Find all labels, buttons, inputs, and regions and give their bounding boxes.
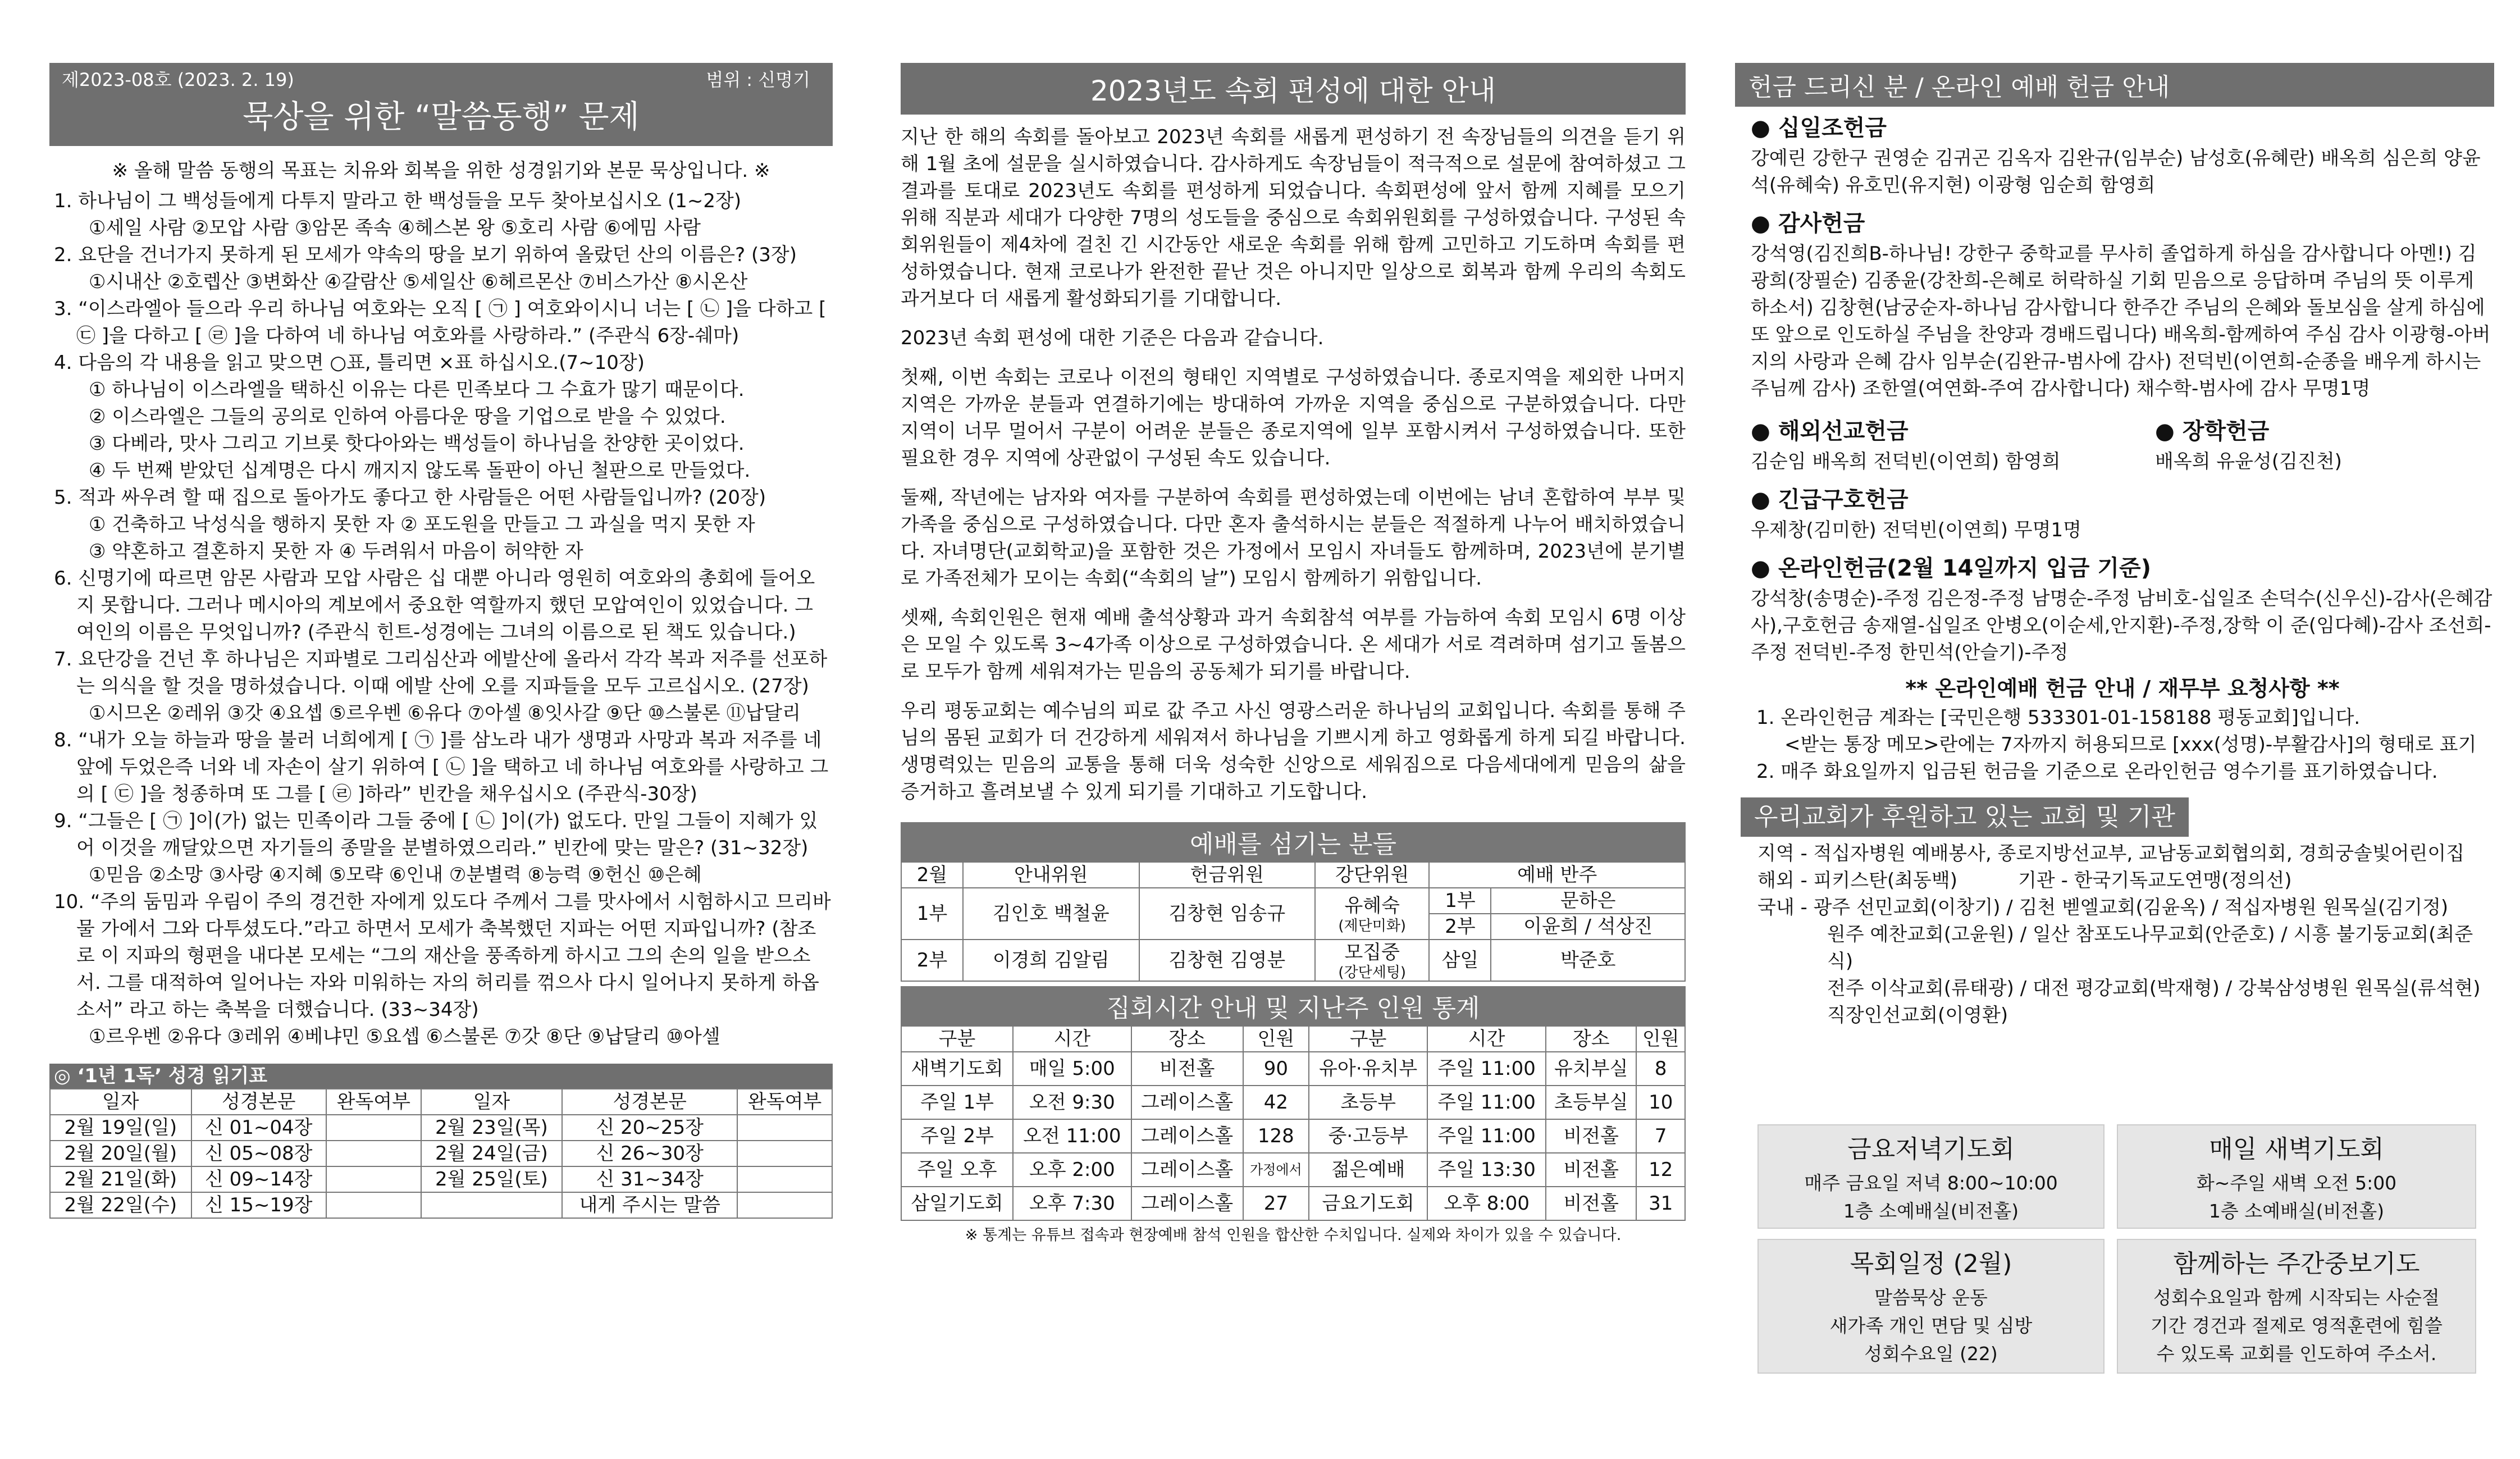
reading-row <box>50 1141 832 1166</box>
reading-cell: 2월 21일(화) <box>50 1166 191 1192</box>
relief-names: 우제창(김미한) 전덕빈(이연희) 무명1명 <box>1751 519 2081 541</box>
servers-header: 강단위원 <box>1315 862 1429 888</box>
support-line: 지역 - 적십자병원 예배봉사, 종로지방선교부, 교남동교회협의회, 경희궁솔빛어린이집 <box>1757 842 2465 865</box>
reading-row <box>50 1166 832 1192</box>
servers-header: 2월 <box>901 862 963 888</box>
reading-table <box>49 1088 833 1219</box>
offering-title: 헌금 드리신 분 / 온라인 예배 헌금 안내 <box>1735 63 2494 107</box>
stats-header: 시간 <box>1013 1026 1131 1052</box>
question-line: ①세일 사람 ②모압 사람 ③암몬 족속 ④헤스본 왕 ⑤호리 사람 ⑥에밈 사람 <box>89 217 701 239</box>
reading-cell: 2월 20일(월) <box>50 1141 191 1166</box>
online-names: 강석창(송명순)-주정 김은정-주정 남명순-주정 남비호-십일조 손덕수(신우신)-감사(은혜감사),구호헌금 송재열-십일조 안병오(이순세,안지환)-주정,장학 이 준(임다혜)-감사 조선희-주정 전덕빈-주정 한민석(안슬기)-주정 <box>1751 587 2492 664</box>
question-list <box>49 188 833 1050</box>
reading-cell: 내게 주시는 말씀 <box>562 1192 737 1218</box>
reading-cell: 신 20~25장 <box>562 1115 737 1141</box>
reading-header: 성경본문 <box>562 1089 737 1115</box>
altar-1-sub: (제단미화) <box>1338 918 1407 934</box>
question-line: 6. 신명기에 따르면 암몬 사람과 모압 사람은 십 대뿐 아니라 영원히 여호와의 총회에 들어오지 못합니다. 그러나 메시아의 계보에서 중요한 역할까지 했던 모압여인이 있었습니다. 그 여인의 이름은 무엇입니까? (주관식 힌트-성경에는 그녀의 이름으로 된 책도 있습니다.) <box>54 567 815 644</box>
left-column <box>49 63 833 1439</box>
reading-cell: 2월 25일(토) <box>421 1166 563 1192</box>
reading-cell: 2월 19일(일) <box>50 1115 191 1141</box>
stats-cell: 매일 5:00 <box>1013 1052 1131 1086</box>
support-line: 전주 이삭교회(류태광) / 대전 평강교회(박재형) / 강북삼성병원 원목실(류석현) <box>1827 977 2481 1000</box>
box-line: 새가족 개인 면담 및 심방 <box>1829 1315 2033 1337</box>
stats-cell: 비전홀 <box>1546 1153 1636 1187</box>
reading-cell <box>737 1166 832 1192</box>
offering-1: 김창현 임송규 <box>1139 888 1316 940</box>
box-title: 매일 새벽기도회 <box>2209 1135 2384 1164</box>
tithe-names: 강예린 강한구 권영순 김귀곤 김옥자 김완규(임부순) 남성호(유혜란) 배옥희 심은희 양윤석(유혜숙) 유호민(유지현) 이광형 임순희 함영희 <box>1751 147 2481 197</box>
guide-2: 이경희 김알림 <box>963 940 1139 981</box>
stats-cell: 오후 2:00 <box>1013 1153 1131 1187</box>
stats-table <box>901 1025 1686 1221</box>
stats-cell: 128 <box>1243 1119 1309 1153</box>
reading-header: 일자 <box>421 1089 563 1115</box>
stats-cell: 42 <box>1243 1086 1309 1119</box>
support-line: 직장인선교회(이영환) <box>1827 1004 2008 1027</box>
reading-header: 일자 <box>50 1089 191 1115</box>
box-title: 함께하는 주간중보기도 <box>2173 1250 2420 1278</box>
stats-cell: 비전홀 <box>1131 1052 1243 1086</box>
support-line: 국내 - 광주 선민교회(이창기) / 김천 벧엘교회(김윤옥) / 적십자병원 원목실(김기정) <box>1757 896 2449 919</box>
stats-cell: 가정에서 <box>1243 1153 1309 1187</box>
servers-header: 안내위원 <box>963 862 1139 888</box>
question-line: ② 이스라엘은 그들의 공의로 인하여 아름다운 땅을 기업으로 받을 수 있었다. <box>89 405 726 428</box>
stats-cell: 비전홀 <box>1546 1119 1636 1153</box>
stats-header: 구분 <box>901 1026 1013 1052</box>
support-title: 우리교회가 후원하고 있는 교회 및 기관 <box>1741 797 2189 837</box>
stats-cell: 유치부실 <box>1546 1052 1636 1086</box>
stats-cell: 주일 11:00 <box>1427 1052 1546 1086</box>
reading-cell <box>737 1141 832 1166</box>
support-line: 원주 예찬교회(고윤원) / 일산 참포도나무교회(안준호) / 시흥 불기둥교회(최준식) <box>1827 923 2473 973</box>
mission-names: 김순임 배옥희 전덕빈(이연희) 함영희 <box>1751 450 2061 473</box>
offering-2: 김창현 김영분 <box>1139 940 1316 981</box>
stats-cell: 주일 오후 <box>901 1153 1013 1187</box>
servers-table <box>901 861 1686 982</box>
reading-cell: 2월 23일(목) <box>421 1115 563 1141</box>
scholar-names: 배옥희 유윤성(김진천) <box>2155 450 2342 473</box>
question-line: 1. 하나님이 그 백성들에게 다투지 말라고 한 백성들을 모두 찾아보십시오 (1~2장) <box>54 190 742 212</box>
right-column <box>1735 63 2494 1439</box>
acc-name: 문하은 <box>1491 888 1685 914</box>
notice-1b: <받는 통장 메모>란에는 7자까지 허용되므로 [xxx(성명)-부활감사]의 형태로 표기 <box>1784 733 2477 756</box>
stats-row <box>901 1153 1685 1187</box>
reading-cell: 신 09~14장 <box>191 1166 326 1192</box>
reading-cell: 신 31~34장 <box>562 1166 737 1192</box>
article-paragraph: 둘째, 작년에는 남자와 여자를 구분하여 속회를 편성하였는데 이번에는 남녀 혼합하여 부부 및 가족을 중심으로 구성하였습니다. 다만 혼자 출석하시는 분들은 적절하게 나누어 배치하였습니다. 자녀명단(교회학교)을 포함한 것은 가정에서 모임시 자녀들도 함께하며, 2023년에 분기별로 가족전체가 모이는 속회(“속회의 날”) 모임시 함께하기 위함입니다. <box>901 486 1686 590</box>
issue-number: 제2023-08호 (2023. 2. 19) <box>62 69 294 90</box>
box-line: 기간 경건과 절제로 영적훈련에 힘쓸 <box>2150 1315 2443 1337</box>
stats-cell: 오전 11:00 <box>1013 1119 1131 1153</box>
question-line: ① 하나님이 이스라엘을 택하신 이유는 다른 민족보다 그 수효가 많기 때문이다. <box>89 379 745 401</box>
notice-2: 2. 매주 화요일까지 입금된 헌금을 기준으로 온라인헌금 영수기를 표기하였습니다. <box>1756 760 2438 783</box>
stats-cell: 초등부실 <box>1546 1086 1636 1119</box>
question-line: ①시내산 ②호렙산 ③변화산 ④갈람산 ⑤세일산 ⑥헤르몬산 ⑦비스가산 ⑧시온산 <box>89 271 748 293</box>
servers-title: 예배를 섬기는 분들 <box>901 822 1686 861</box>
article-paragraph: 지난 한 해의 속회를 돌아보고 2023년 속회를 새롭게 편성하기 전 속장님들의 의견을 듣기 위해 1월 초에 설문을 실시하였습니다. 감사하게도 속장님들이 적극적으로 설문에 참여하셨고 그 결과를 토대로 2023년도 속회를 편성하게 되었습니다. 속회편성에 앞서 함께 지혜를 모으기 위해 직분과 세대가 다양한 7명의 성도들을 중심으로 속회위원회를 구성하였습니다. 구성된 속회위원들이 제4차에 걸친 긴 시간동안 새로운 속회를 위해 함께 고민하고 기도하며 속회를 편성하였습니다. 현재 코로나가 완전한 끝난 것은 아니지만 일상으로 회복과 함께 우리의 속회도 과거보다 더 새롭게 활성화되기를 기대합니다. <box>901 126 1686 310</box>
reading-cell <box>326 1166 421 1192</box>
dawn-prayer-box <box>2117 1124 2476 1229</box>
reading-header: 완독여부 <box>326 1089 421 1115</box>
stats-cell: 주일 11:00 <box>1427 1086 1546 1119</box>
row-label: 1부 <box>901 888 963 940</box>
guide-1: 김인호 백철윤 <box>963 888 1139 940</box>
stats-cell: 주일 11:00 <box>1427 1119 1546 1153</box>
reading-cell: 2월 24일(금) <box>421 1141 563 1166</box>
reading-cell <box>737 1115 832 1141</box>
reading-header: 성경본문 <box>191 1089 326 1115</box>
altar-1 <box>1315 888 1429 940</box>
box-line: 수 있도록 교회를 인도하여 주소서. <box>2156 1343 2437 1365</box>
question-line: ④ 두 번째 받았던 십계명은 다시 깨지지 않도록 돌판이 아닌 철판으로 만들었다. <box>89 459 751 482</box>
support-list <box>1735 840 2494 1029</box>
stats-cell: 8 <box>1636 1052 1685 1086</box>
reading-title: ◎ ‘1년 1독’ 성경 읽기표 <box>49 1064 833 1088</box>
reading-cell: 신 05~08장 <box>191 1141 326 1166</box>
reading-row <box>50 1192 832 1218</box>
reading-cell <box>737 1192 832 1218</box>
stats-row <box>901 1086 1685 1119</box>
stats-cell: 31 <box>1636 1187 1685 1220</box>
question-line: ③ 약혼하고 결혼하지 못한 자 ④ 두려워서 마음이 허약한 자 <box>89 540 583 563</box>
question-line: 7. 요단강을 건넌 후 하나님은 지파별로 그리심산과 에발산에 올라서 각각 복과 저주를 선포하는 의식을 할 것을 명하셨습니다. 이때 에발 산에 오를 지파들을 모두 고르십시오. (27장) <box>54 648 828 697</box>
stats-header: 시간 <box>1427 1026 1546 1052</box>
reading-cell <box>326 1192 421 1218</box>
middle-column <box>901 63 1686 1439</box>
mission-heading: ● 해외선교헌금 <box>1751 418 1909 444</box>
reading-cell <box>421 1192 563 1218</box>
question-line: 3. “이스라엘아 들으라 우리 하나님 여호와는 오직 [ ㉠ ] 여호와이시니 너는 [ ㉡ ]을 다하고 [ ㉢ ]을 다하고 [ ㉣ ]을 다하여 네 하나님 여호와를 사랑하라.” (주관식 6장-쉐마) <box>54 298 827 347</box>
range: 범위 : 신명기 <box>706 69 810 90</box>
page-title: 묵상을 위한 “말씀동행” 문제 <box>243 99 640 135</box>
intro: ※ 올해 말씀 동행의 목표는 치유와 회복을 위한 성경읽기와 본문 묵상입니다. ※ <box>112 159 770 182</box>
stats-cell: 주일 13:30 <box>1427 1153 1546 1187</box>
article-paragraph: 2023년 속회 편성에 대한 기준은 다음과 같습니다. <box>901 327 1324 349</box>
stats-cell: 12 <box>1636 1153 1685 1187</box>
stats-cell: 젊은예배 <box>1309 1153 1427 1187</box>
row-label: 2부 <box>901 940 963 981</box>
notice-1: 1. 온라인헌금 계좌는 [국민은행 533301-01-158188 평동교회]입니다. <box>1756 706 2361 729</box>
stats-cell: 그레이스홀 <box>1131 1086 1243 1119</box>
box-line: 1층 소예배실(비전홀) <box>2208 1200 2385 1222</box>
pastoral-schedule-box <box>1757 1239 2104 1374</box>
altar-2-sub: (강단세팅) <box>1338 964 1407 981</box>
stats-header: 장소 <box>1131 1026 1243 1052</box>
acc-label: 삼일 <box>1429 940 1491 981</box>
stats-header: 장소 <box>1546 1026 1636 1052</box>
scholar-heading: ● 장학헌금 <box>2155 418 2270 444</box>
stats-cell: 초등부 <box>1309 1086 1427 1119</box>
stats-cell: 금요기도회 <box>1309 1187 1427 1220</box>
relief-heading: ● 긴급구호헌금 <box>1751 487 1909 513</box>
stats-cell: 그레이스홀 <box>1131 1119 1243 1153</box>
question-line: 8. “내가 오늘 하늘과 땅을 불러 너희에게 [ ㉠ ]를 삼노라 내가 생명과 사망과 복과 저주를 네 앞에 두었은즉 너와 네 자손이 살기 위하여 [ ㉡ ]을 택하고 네 하나님 여호와를 사랑하고 그의 [ ㉢ ]을 청종하며 또 그를 [ ㉣ ]하라” 빈칸을 채우십시오 (주관식-30장) <box>54 729 829 805</box>
stats-cell: 오후 7:30 <box>1013 1187 1131 1220</box>
stats-cell: 7 <box>1636 1119 1685 1153</box>
article <box>901 124 1686 805</box>
altar-2-name: 모집중 <box>1344 941 1400 964</box>
reading-cell <box>326 1141 421 1166</box>
friday-prayer-box <box>1757 1124 2104 1229</box>
stats-cell: 중·고등부 <box>1309 1119 1427 1153</box>
stats-note: ※ 통계는 유튜브 접속과 현장예배 참석 인원을 합산한 수치입니다. 실제와 차이가 있을 수 있습니다. <box>965 1227 1622 1244</box>
altar-2 <box>1315 940 1429 981</box>
question-line: 9. “그들은 [ ㉠ ]이(가) 없는 민족이라 그들 중에 [ ㉡ ]이(가) 없도다. 만일 그들이 지혜가 있어 이것을 깨달았으면 자기들의 종말을 분별하였으리라.” 빈칸에 맞는 말은? (31~32장) <box>54 810 818 859</box>
stats-cell: 비전홀 <box>1546 1187 1636 1220</box>
box-line: 매주 금요일 저녁 8:00~10:00 <box>1804 1172 2058 1194</box>
question-line: ①믿음 ②소망 ③사랑 ④지혜 ⑤모략 ⑥인내 ⑦분별력 ⑧능력 ⑨헌신 ⑩은혜 <box>89 864 702 886</box>
stats-row <box>901 1187 1685 1220</box>
acc-label: 2부 <box>1429 914 1491 940</box>
stats-cell: 새벽기도회 <box>901 1052 1013 1086</box>
question-line: ① 건축하고 낙성식을 행하지 못한 자 ② 포도원을 만들고 그 과실을 먹지 못한 자 <box>89 513 755 536</box>
acc-name: 이윤희 / 석상진 <box>1491 914 1685 940</box>
question-line: ③ 다베라, 맛사 그리고 기브롯 핫다아와는 백성들이 하나님을 찬양한 곳이었다. <box>89 432 745 455</box>
support-line: 해외 - 피키스탄(최동백) 기관 - 한국기독교도연맹(정의선) <box>1757 869 2292 892</box>
box-line: 성회수요일과 함께 시작되는 사순절 <box>2153 1287 2440 1308</box>
stats-header: 인원 <box>1243 1026 1309 1052</box>
acc-label: 1부 <box>1429 888 1491 914</box>
article-paragraph: 셋째, 속회인원은 현재 예배 출석상황과 과거 속회참석 여부를 가늠하여 속회 모임시 6명 이상은 모일 수 있도록 3~4가족 이상으로 구성하였습니다. 온 세대가 서로 격려하며 섬기고 돌봄으로 모두가 함께 세워져가는 믿음의 공동체가 되기를 바랍니다. <box>901 607 1686 683</box>
stats-row <box>901 1119 1685 1153</box>
online-heading: ● 온라인헌금(2월 14일까지 입금 기준) <box>1751 555 2151 581</box>
reading-row <box>50 1115 832 1141</box>
box-line: 말씀묵상 운동 <box>1874 1287 1988 1308</box>
thanks-heading: ● 감사헌금 <box>1751 211 1865 236</box>
question-line: 2. 요단을 건너가지 못하게 된 모세가 약속의 땅을 보기 위하여 올랐던 산의 이름은? (3장) <box>54 244 797 266</box>
question-line: 4. 다음의 각 내용을 읽고 맞으면 ○표, 틀리면 ×표 하십시오.(7~10장) <box>54 352 645 374</box>
box-line: 1층 소예배실(비전홀) <box>1843 1200 2019 1222</box>
servers-header: 예배 반주 <box>1429 862 1685 888</box>
stats-cell: 오전 9:30 <box>1013 1086 1131 1119</box>
stats-header: 구분 <box>1309 1026 1427 1052</box>
stats-row <box>901 1052 1685 1086</box>
stats-cell: 오후 8:00 <box>1427 1187 1546 1220</box>
article-paragraph: 우리 평동교회는 예수님의 피로 값 주고 사신 영광스러운 하나님의 교회입니다. 속회를 통해 주님의 몸된 교회가 더 건강하게 세워져서 하나님을 기쁘시게 하고 영화롭게 하게 되길 바랍니다. 생명력있는 믿음의 교통을 통해 더욱 성숙한 신앙으로 세워짐으로 다음세대에게 믿음의 삶을 증거하고 흘려보낼 수 있게 되기를 기대하고 기도합니다. <box>901 700 1686 803</box>
stats-cell: 27 <box>1243 1187 1309 1220</box>
notice-title: ** 온라인예배 헌금 안내 / 재무부 요청사항 ** <box>1905 676 2340 701</box>
box-title: 금요저녁기도회 <box>1847 1135 2015 1164</box>
stats-header: 인원 <box>1636 1026 1685 1052</box>
box-line: 성회수요일 (22) <box>1864 1343 1998 1365</box>
question-line: 5. 적과 싸우려 할 때 집으로 돌아가도 좋다고 한 사람들은 어떤 사람들입니까? (20장) <box>54 486 766 509</box>
reading-header: 완독여부 <box>737 1089 832 1115</box>
stats-cell: 유아·유치부 <box>1309 1052 1427 1086</box>
stats-cell: 10 <box>1636 1086 1685 1119</box>
question-line: 10. “주의 둠밈과 우림이 주의 경건한 자에게 있도다 주께서 그를 맛사에서 시험하시고 므리바 물 가에서 그와 다투셨도다.”라고 하면서 모세가 축복했던 지파는 어떤 지파입니까? (참조로 이 지파의 형편을 내다본 모세는 “그의 재산을 풍족하게 하시고 그의 손의 일을 받으소서. 그를 대적하여 일어나는 자와 미워하는 자의 허리를 꺾으사 다시 일어나지 못하게 하옵소서” 라고 하는 축복을 더했습니다. (33~34장) <box>54 891 831 1021</box>
tithe-heading: ● 십일조헌금 <box>1751 115 1887 141</box>
reading-cell: 신 26~30장 <box>562 1141 737 1166</box>
reading-cell <box>326 1115 421 1141</box>
stats-cell: 주일 2부 <box>901 1119 1013 1153</box>
question-line: ①시므온 ②레위 ③갓 ④요셉 ⑤르우벤 ⑥유다 ⑦아셀 ⑧잇사갈 ⑨단 ⑩스불론 ⑪납달리 <box>89 702 801 724</box>
header-bar <box>49 63 833 146</box>
altar-1-name: 유혜숙 <box>1344 895 1400 917</box>
section-title: 2023년도 속회 편성에 대한 안내 <box>901 63 1686 115</box>
stats-cell: 90 <box>1243 1052 1309 1086</box>
thanks-names: 강석영(김진희B-하나님! 강한구 중학교를 무사히 졸업하게 하심을 감사합니다 아멘!) 김광희(장필순) 김종윤(강찬희-은혜로 허락하실 기회 믿음으로 응답하며 주님의 뜻 이루게 하소서) 김창현(남궁순자-하나님 감사합니다 한주간 주님의 은혜와 돌보심을 살게 하심에 또 앞으로 인도하실 주님을 찬양과 경배드립니다) 배옥희-함께하여 주심 감사 이광형-아버지의 사랑과 은혜 감사 임부순(김완규-범사에 감사) 전덕빈(이연희-순종을 배우게 하시는 주님께 감사) 조한열(여연화-주여 감사합니다) 채수학-범사에 감사 무명1명 <box>1751 243 2491 400</box>
article-paragraph: 첫째, 이번 속회는 코로나 이전의 형태인 지역별로 구성하였습니다. 종로지역을 제외한 나머지 지역은 가까운 분들과 연결하기에는 방대하여 가까운 지역을 중심으로 구분하였습니다. 다만 지역이 너무 멀어서 구분이 어려운 분들은 종로지역에 일부 포함시켜서 구성하였습니다. 또한 필요한 경우 지역에 상관없이 구성된 속도 있습니다. <box>901 366 1686 469</box>
box-title: 목회일정 (2월) <box>1850 1250 2012 1278</box>
servers-header: 헌금위원 <box>1139 862 1316 888</box>
stats-cell: 그레이스홀 <box>1131 1187 1243 1220</box>
stats-cell: 그레이스홀 <box>1131 1153 1243 1187</box>
stats-cell: 주일 1부 <box>901 1086 1013 1119</box>
box-line: 화~주일 새벽 오전 5:00 <box>2196 1172 2397 1194</box>
question-line: ①르우벤 ②유다 ③레위 ④베냐민 ⑤요셉 ⑥스불론 ⑦갓 ⑧단 ⑨납달리 ⑩아셀 <box>89 1025 720 1048</box>
stats-title: 집회시간 안내 및 지난주 인원 통계 <box>901 986 1686 1025</box>
reading-cell: 2월 22일(수) <box>50 1192 191 1218</box>
reading-cell: 신 15~19장 <box>191 1192 326 1218</box>
intercession-box <box>2117 1239 2476 1374</box>
reading-cell: 신 01~04장 <box>191 1115 326 1141</box>
acc-name: 박준호 <box>1491 940 1685 981</box>
stats-cell: 삼일기도회 <box>901 1187 1013 1220</box>
